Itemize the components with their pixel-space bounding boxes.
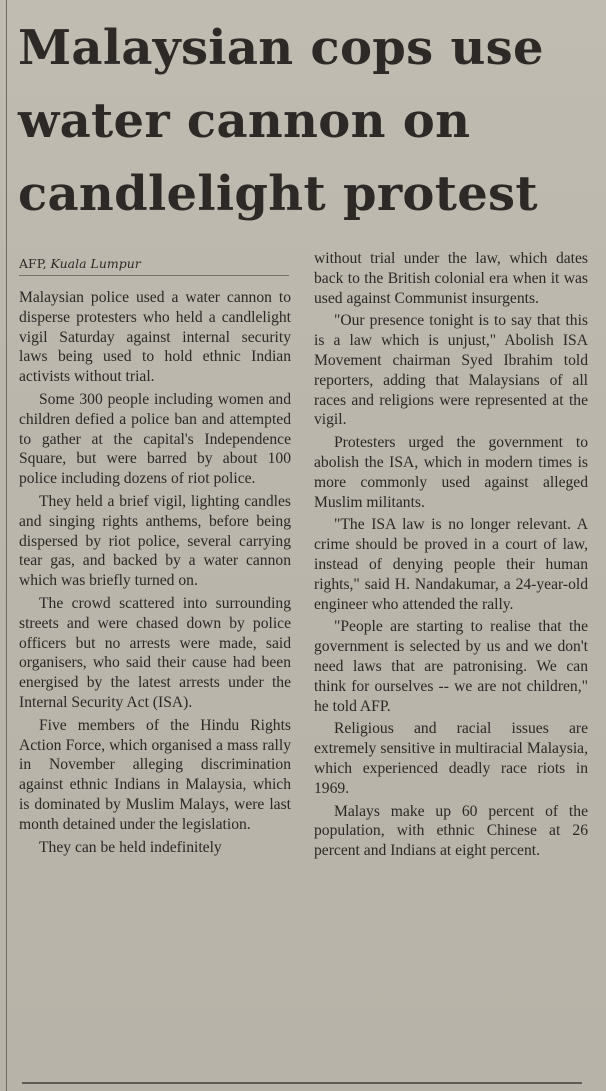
byline-place: Kuala Lumpur bbox=[50, 256, 141, 271]
bottom-rule bbox=[22, 1082, 582, 1084]
paragraph: without trial under the law, which dates back to the British colonial era when it was used against Communist insurgents. bbox=[314, 250, 588, 307]
paragraph: They can be held indefinitely bbox=[39, 838, 222, 856]
paragraph: "People are starting to realise that the government is selected by us and we don't need laws that are patronising. We can think for ourselves -- we are not children," he told AFP. bbox=[314, 618, 588, 715]
body-column-left bbox=[19, 288, 291, 860]
column-rule bbox=[6, 0, 7, 1091]
paragraph: Malays make up 60 percent of the population, with ethnic Chinese at 26 percent and Indians at eight percent. bbox=[314, 802, 588, 860]
body-column-right bbox=[314, 249, 588, 864]
paragraph: Malaysian police used a water cannon to disperse protesters who held a candlelight vigil Saturday against internal security laws being used to hold ethnic Indian activists without trial. bbox=[19, 289, 291, 386]
paragraph: Five members of the Hindu Rights Action Force, which organised a mass rally in November alleging discrimination against ethnic Indians in Malaysia, which is dominated by Muslim Malays, were last month detained under the legislation. bbox=[19, 716, 291, 833]
paragraph: "Our presence tonight is to say that this is a law which is unjust," Abolish ISA Movement chairman Syed Ibrahim told reporters, adding that Malaysians of all races and religions were represented at the vigil. bbox=[314, 312, 588, 429]
byline bbox=[19, 256, 289, 276]
paragraph: They held a brief vigil, lighting candles and singing rights anthems, before being dispersed by riot police, several carrying tear gas, and backed by a water cannon which was briefly turned on. bbox=[19, 492, 291, 590]
paragraph: The crowd scattered into surrounding streets and were chased down by police officers but no arrests were made, said organisers, who said their cause had been energised by the latest arrests under the Internal Security Act (ISA). bbox=[19, 594, 291, 711]
byline-agency: AFP, bbox=[19, 256, 47, 271]
paragraph: Some 300 people including women and children defied a police ban and attempted to gather at the capital's Independence Square, but were barred by about 100 police including dozens of riot police. bbox=[19, 390, 291, 488]
paragraph: Religious and racial issues are extremely sensitive in multiracial Malaysia, which experienced deadly race riots in 1969. bbox=[314, 720, 588, 797]
headline: Malaysian cops use water cannon on candlelight protest bbox=[18, 20, 544, 222]
paragraph: "The ISA law is no longer relevant. A crime should be proved in a court of law, instead of denying people their human rights," said H. Nandakumar, a 24-year-old engineer who attended the rally. bbox=[314, 516, 588, 613]
paragraph: Protesters urged the government to abolish the ISA, which in modern times is more commonly used against alleged Muslim militants. bbox=[314, 434, 588, 511]
